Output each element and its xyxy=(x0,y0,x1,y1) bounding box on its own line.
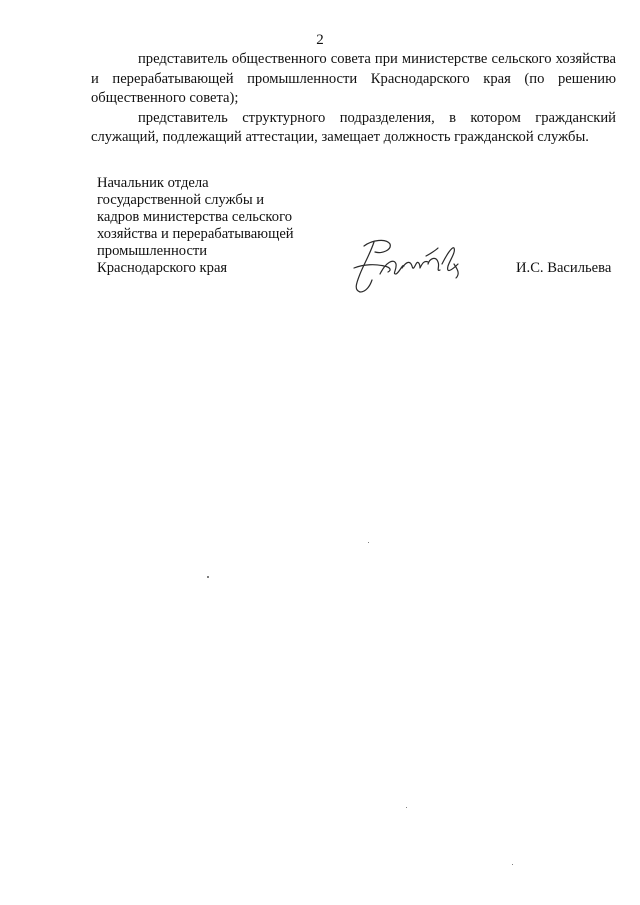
position-line: государственной службы и xyxy=(97,192,265,208)
position-line: хозяйства и перерабатывающей xyxy=(97,226,294,242)
position-line: промышленности xyxy=(97,243,208,259)
scan-speck xyxy=(512,864,513,865)
signer-name: И.С. Васильева xyxy=(516,260,612,276)
document-body xyxy=(91,50,616,148)
scan-speck xyxy=(368,542,369,543)
scan-speck xyxy=(406,807,407,808)
signatory-position xyxy=(97,175,294,277)
position-line: Начальник отдела xyxy=(97,175,209,191)
paragraph-structural-unit-representative: представитель структурного подразделения, в котором гражданский служащий, подлежащий аттестации, замещает должность гражданской службы. xyxy=(91,109,616,145)
position-line: кадров министерства сельского xyxy=(97,209,292,225)
handwritten-signature-icon xyxy=(342,234,472,298)
page-number: 2 xyxy=(316,32,324,48)
paragraph-public-council-representative: представитель общественного совета при министерстве сельского хозяйства и перерабатывающей промышленности Краснодарского края (по решению общественного совета); xyxy=(91,51,616,106)
scan-speck xyxy=(207,576,209,578)
position-line: Краснодарского края xyxy=(97,260,228,276)
